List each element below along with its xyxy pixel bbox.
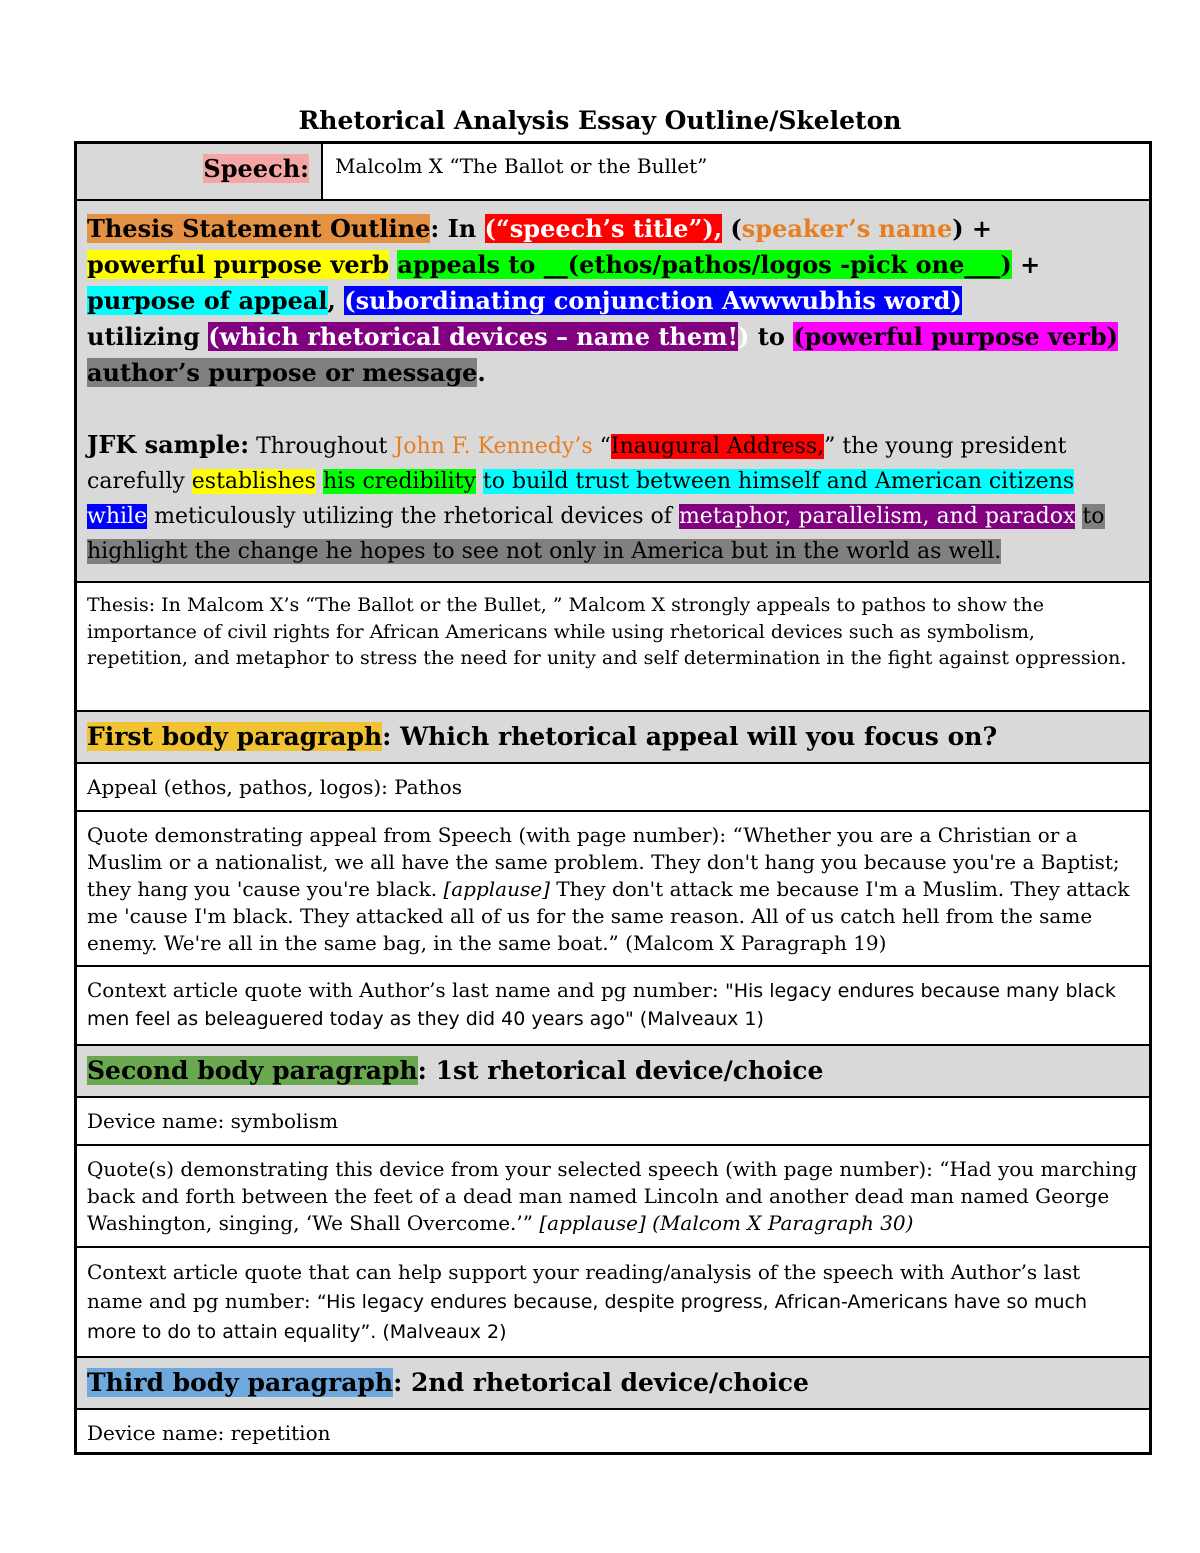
context-quote: “His legacy endures because, despite progress, African-Americans have so much more to do to attain equality”. (Malveaux 2) bbox=[87, 1291, 1088, 1343]
device-row-2 bbox=[77, 1408, 1149, 1452]
jfk-text: Throughout bbox=[249, 434, 395, 459]
third-body-header bbox=[77, 1356, 1149, 1408]
thesis-text: to bbox=[749, 322, 794, 351]
appeal-text: Appeal (ethos, pathos, logos): Pathos bbox=[87, 775, 462, 799]
context-quote: "His legacy endures because many black men feel as beleaguered today as they did 40 years ago" (Malveaux 1) bbox=[87, 980, 1116, 1030]
thesis-text: ) bbox=[738, 322, 750, 351]
jfk-text bbox=[476, 469, 483, 494]
context-label: Context article quote with Author’s last name and pg number: bbox=[87, 978, 725, 1002]
third-body-label: Third body paragraph bbox=[87, 1368, 394, 1397]
jfk-text: ” the young president carefully bbox=[87, 434, 1067, 494]
third-body-choice: : 2nd rhetorical device/choice bbox=[393, 1368, 809, 1397]
first-context-row bbox=[77, 965, 1149, 1044]
speech-label-cell bbox=[77, 144, 323, 199]
second-body-header bbox=[77, 1044, 1149, 1096]
jfk-devices: metaphor, parallelism, and paradox bbox=[678, 504, 1076, 529]
thesis-in-text: : In bbox=[430, 214, 485, 243]
page-title: Rhetorical Analysis Essay Outline/Skeleton bbox=[298, 106, 902, 135]
applause-text: [applause] (Malcom X Paragraph 30) bbox=[539, 1211, 914, 1235]
thesis-text: ) + bbox=[952, 214, 993, 243]
thesis-outline-row bbox=[77, 199, 1149, 581]
jfk-sample bbox=[87, 427, 1139, 569]
second-context-row bbox=[77, 1246, 1149, 1356]
outline-table bbox=[74, 141, 1152, 1455]
jfk-label: JFK sample: bbox=[87, 430, 250, 459]
thesis-text: . bbox=[477, 358, 486, 387]
jfk-name: John F. Kennedy’s bbox=[394, 434, 593, 459]
speech-row bbox=[77, 144, 1149, 199]
thesis-outline-label: Thesis Statement Outline bbox=[87, 214, 431, 243]
jfk-rest: to highlight the change he hopes to see not only in America but in the world as well. bbox=[87, 504, 1105, 564]
purpose-verb-placeholder: powerful purpose verb bbox=[87, 250, 390, 279]
device-row-1 bbox=[77, 1096, 1149, 1144]
second-body-choice: : 1st rhetorical device/choice bbox=[417, 1056, 824, 1085]
quote-text: Quote demonstrating appeal from Speech (with page number): “Whether you are a Christian or a Muslim or a nationalist, we all have the same problem. They don't hang you because you're a Baptist; they hang you 'cause you're black. bbox=[87, 823, 1120, 901]
subordinating-placeholder: (subordinating conjunction Awwwubhis word) bbox=[344, 286, 962, 315]
speech-title-placeholder: (“speech’s title”), bbox=[484, 214, 723, 243]
jfk-text: “ bbox=[592, 434, 611, 459]
context-label: Context article quote that can help support your reading/analysis of the speech with Author’s last name and pg number: bbox=[87, 1260, 1081, 1313]
appeal-row bbox=[77, 762, 1149, 810]
jfk-text: meticulously utilizing the rhetorical devices of bbox=[147, 504, 679, 529]
speaker-name-placeholder: speaker’s name bbox=[741, 214, 953, 243]
thesis-text: + bbox=[1011, 250, 1041, 279]
first-quote-row bbox=[77, 810, 1149, 965]
thesis-text: ( bbox=[722, 214, 742, 243]
applause-text: [applause] bbox=[443, 877, 550, 901]
thesis-outline-text bbox=[87, 211, 1139, 391]
first-body-label: First body paragraph bbox=[87, 722, 383, 751]
thesis-text: , bbox=[327, 286, 345, 315]
jfk-establishes: establishes bbox=[191, 469, 316, 494]
thesis-row bbox=[77, 581, 1149, 710]
jfk-address: Inaugural Address, bbox=[610, 434, 825, 459]
powerful-verb-placeholder: (powerful purpose verb) bbox=[793, 322, 1118, 351]
first-body-question: : Which rhetorical appeal will you focus on? bbox=[382, 722, 998, 751]
jfk-build-trust: to build trust between himself and American citizens bbox=[482, 469, 1075, 494]
devices-placeholder: (which rhetorical devices – name them! bbox=[208, 322, 739, 351]
quote-text: They don't attack me because I'm a Muslim. They attack me 'cause I'm black. They attacked all of us for the same reason. All of us catch hell from the same enemy. We're all in the same bag, in the same boat.” (Malcom X Paragraph 19) bbox=[87, 877, 1130, 955]
device-text: Device name: repetition bbox=[87, 1421, 331, 1445]
jfk-while: while bbox=[87, 504, 148, 529]
quote-text: Quote(s) demonstrating this device from your selected speech (with page number): “Had you marching back and forth between the feet of a dead man named Lincoln and another dead man named George Washington, singing, ‘We Shall Overcome.’” bbox=[87, 1157, 1138, 1235]
speech-value: Malcolm X “The Ballot or the Bullet” bbox=[335, 154, 708, 178]
thesis-text: utilizing bbox=[87, 322, 209, 351]
purpose-appeal-placeholder: purpose of appeal bbox=[87, 286, 328, 315]
speech-label: Speech: bbox=[203, 154, 309, 183]
thesis-text: Thesis: In Malcom X’s “The Ballot or the Bullet, ” Malcom X strongly appeals to pathos to show the importance of civil rights for African Americans while using rhetorical devices such as symbolism, repetition, and metaphor to stress the need for unity and self determination in the fight against oppression. bbox=[87, 594, 1127, 669]
device-text: Device name: symbolism bbox=[87, 1109, 339, 1133]
jfk-credibility: his credibility bbox=[322, 469, 476, 494]
first-body-header bbox=[77, 710, 1149, 762]
jfk-text bbox=[316, 469, 323, 494]
message-placeholder: author’s purpose or message bbox=[87, 358, 478, 387]
second-quote-row bbox=[77, 1144, 1149, 1246]
appeals-placeholder: appeals to __(ethos/pathos/logos -pick one___) bbox=[397, 250, 1012, 279]
second-body-label: Second body paragraph bbox=[87, 1056, 418, 1085]
